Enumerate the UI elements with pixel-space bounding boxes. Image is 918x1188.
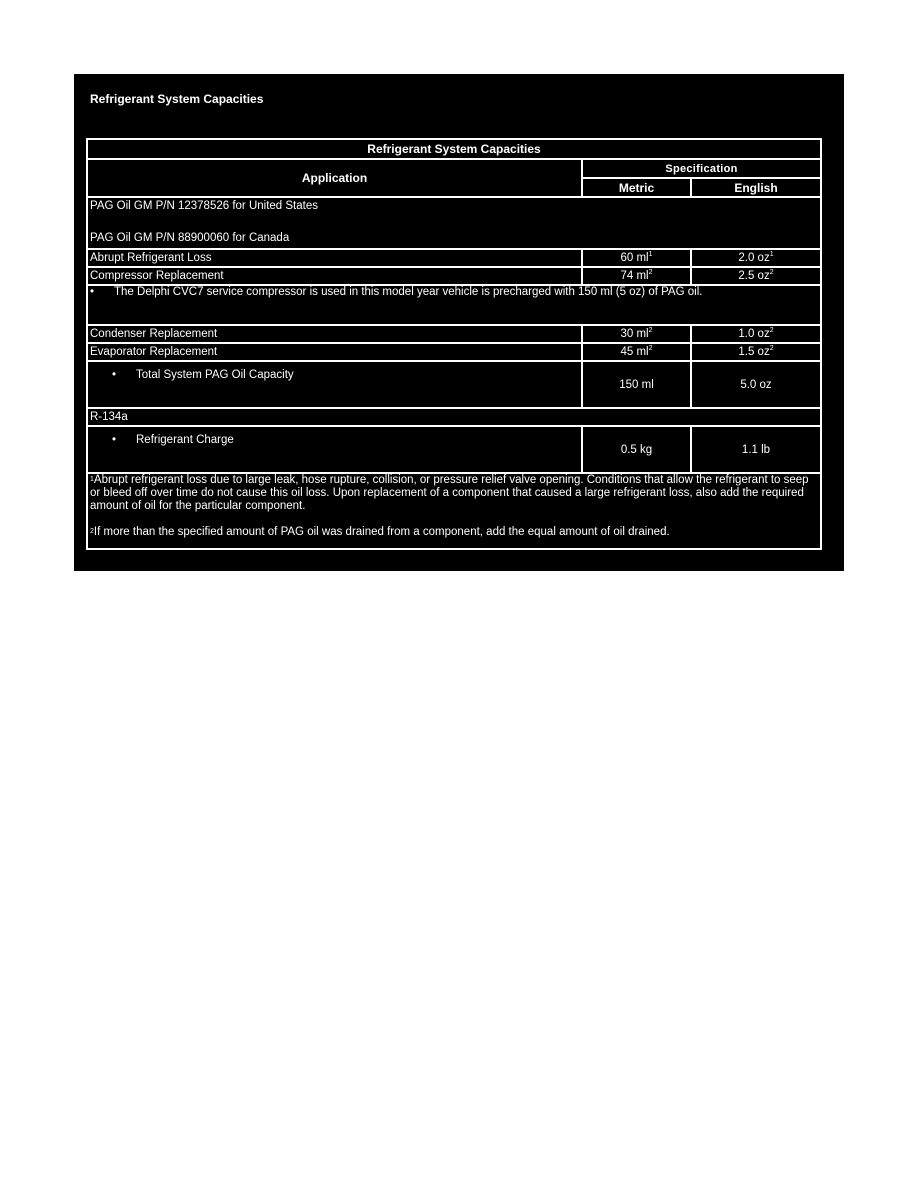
- refrigerant-charge-label: • Refrigerant Charge: [87, 426, 582, 473]
- footnote-2: $^2$If more than the specified amount of PAG oil was drained from a component, add the equal amount of oil drained.: [90, 526, 670, 538]
- table-row: [87, 473, 821, 549]
- table-row: [87, 426, 821, 473]
- page-title: Refrigerant System Capacities: [90, 92, 264, 106]
- english-header: English: [691, 178, 821, 197]
- table-row: [87, 249, 821, 267]
- refrigerant-charge-english: 1.1 lb: [691, 426, 821, 473]
- table-row: [87, 343, 821, 361]
- table-row: [87, 408, 821, 426]
- specification-header: Specification: [582, 159, 821, 178]
- abrupt-loss-english: 2.0 $oz^1$: [691, 249, 821, 267]
- table-row: [87, 197, 821, 249]
- table-row: [87, 325, 821, 343]
- table-caption: Refrigerant System Capacities: [87, 139, 821, 159]
- compressor-metric: 74 $ml^2$: [582, 267, 691, 285]
- refrigerant-charge-metric: 0.5 kg: [582, 426, 691, 473]
- bullet-icon: •: [90, 286, 95, 298]
- bullet-icon: •: [112, 369, 117, 381]
- pag-oil-us: PAG Oil GM P/N 12378526 for United States: [90, 200, 318, 212]
- refrigerant-type: R-134a: [87, 408, 821, 426]
- footnote-1: $^1$Abrupt refrigerant loss due to large leak, hose rupture, collision, or pressure relief valve opening. Conditions that allow the refrigerant to seep or bleed off over time do not cause this oil loss. Upon replacement of a component that caused a large refrigerant loss, also add the required amount of oil for the particular component.: [90, 474, 809, 512]
- compressor-english: 2.5 $oz^2$: [691, 267, 821, 285]
- condenser-english: 1.0 $oz^2$: [691, 325, 821, 343]
- metric-header: Metric: [582, 178, 691, 197]
- compressor-note: • The Delphi CVC7 service compressor is used in this model year vehicle is precharged with 150 ml (5 oz) of PAG oil.: [87, 285, 821, 325]
- application-header: Application: [87, 159, 582, 197]
- total-capacity-english: 5.0 oz: [691, 361, 821, 408]
- table-row: [87, 285, 821, 325]
- condenser-metric: 30 $ml^2$: [582, 325, 691, 343]
- total-capacity-label: • Total System PAG Oil Capacity: [87, 361, 582, 408]
- document-panel: [74, 74, 844, 571]
- table-row: [87, 267, 821, 285]
- compressor-label: Compressor Replacement: [87, 267, 582, 285]
- total-capacity-metric: 150 ml: [582, 361, 691, 408]
- evaporator-metric: 45 $ml^2$: [582, 343, 691, 361]
- abrupt-loss-label: Abrupt Refrigerant Loss: [87, 249, 582, 267]
- bullet-icon: •: [112, 434, 117, 446]
- abrupt-loss-metric: 60 $ml^1$: [582, 249, 691, 267]
- capacities-table: [86, 138, 822, 550]
- pag-oil-canada: PAG Oil GM P/N 88900060 for Canada: [90, 232, 290, 244]
- pag-oil-part-numbers: [87, 197, 821, 249]
- evaporator-english: 1.5 $oz^2$: [691, 343, 821, 361]
- table-row: [87, 361, 821, 408]
- condenser-label: Condenser Replacement: [87, 325, 582, 343]
- evaporator-label: Evaporator Replacement: [87, 343, 582, 361]
- footnotes: [87, 473, 821, 549]
